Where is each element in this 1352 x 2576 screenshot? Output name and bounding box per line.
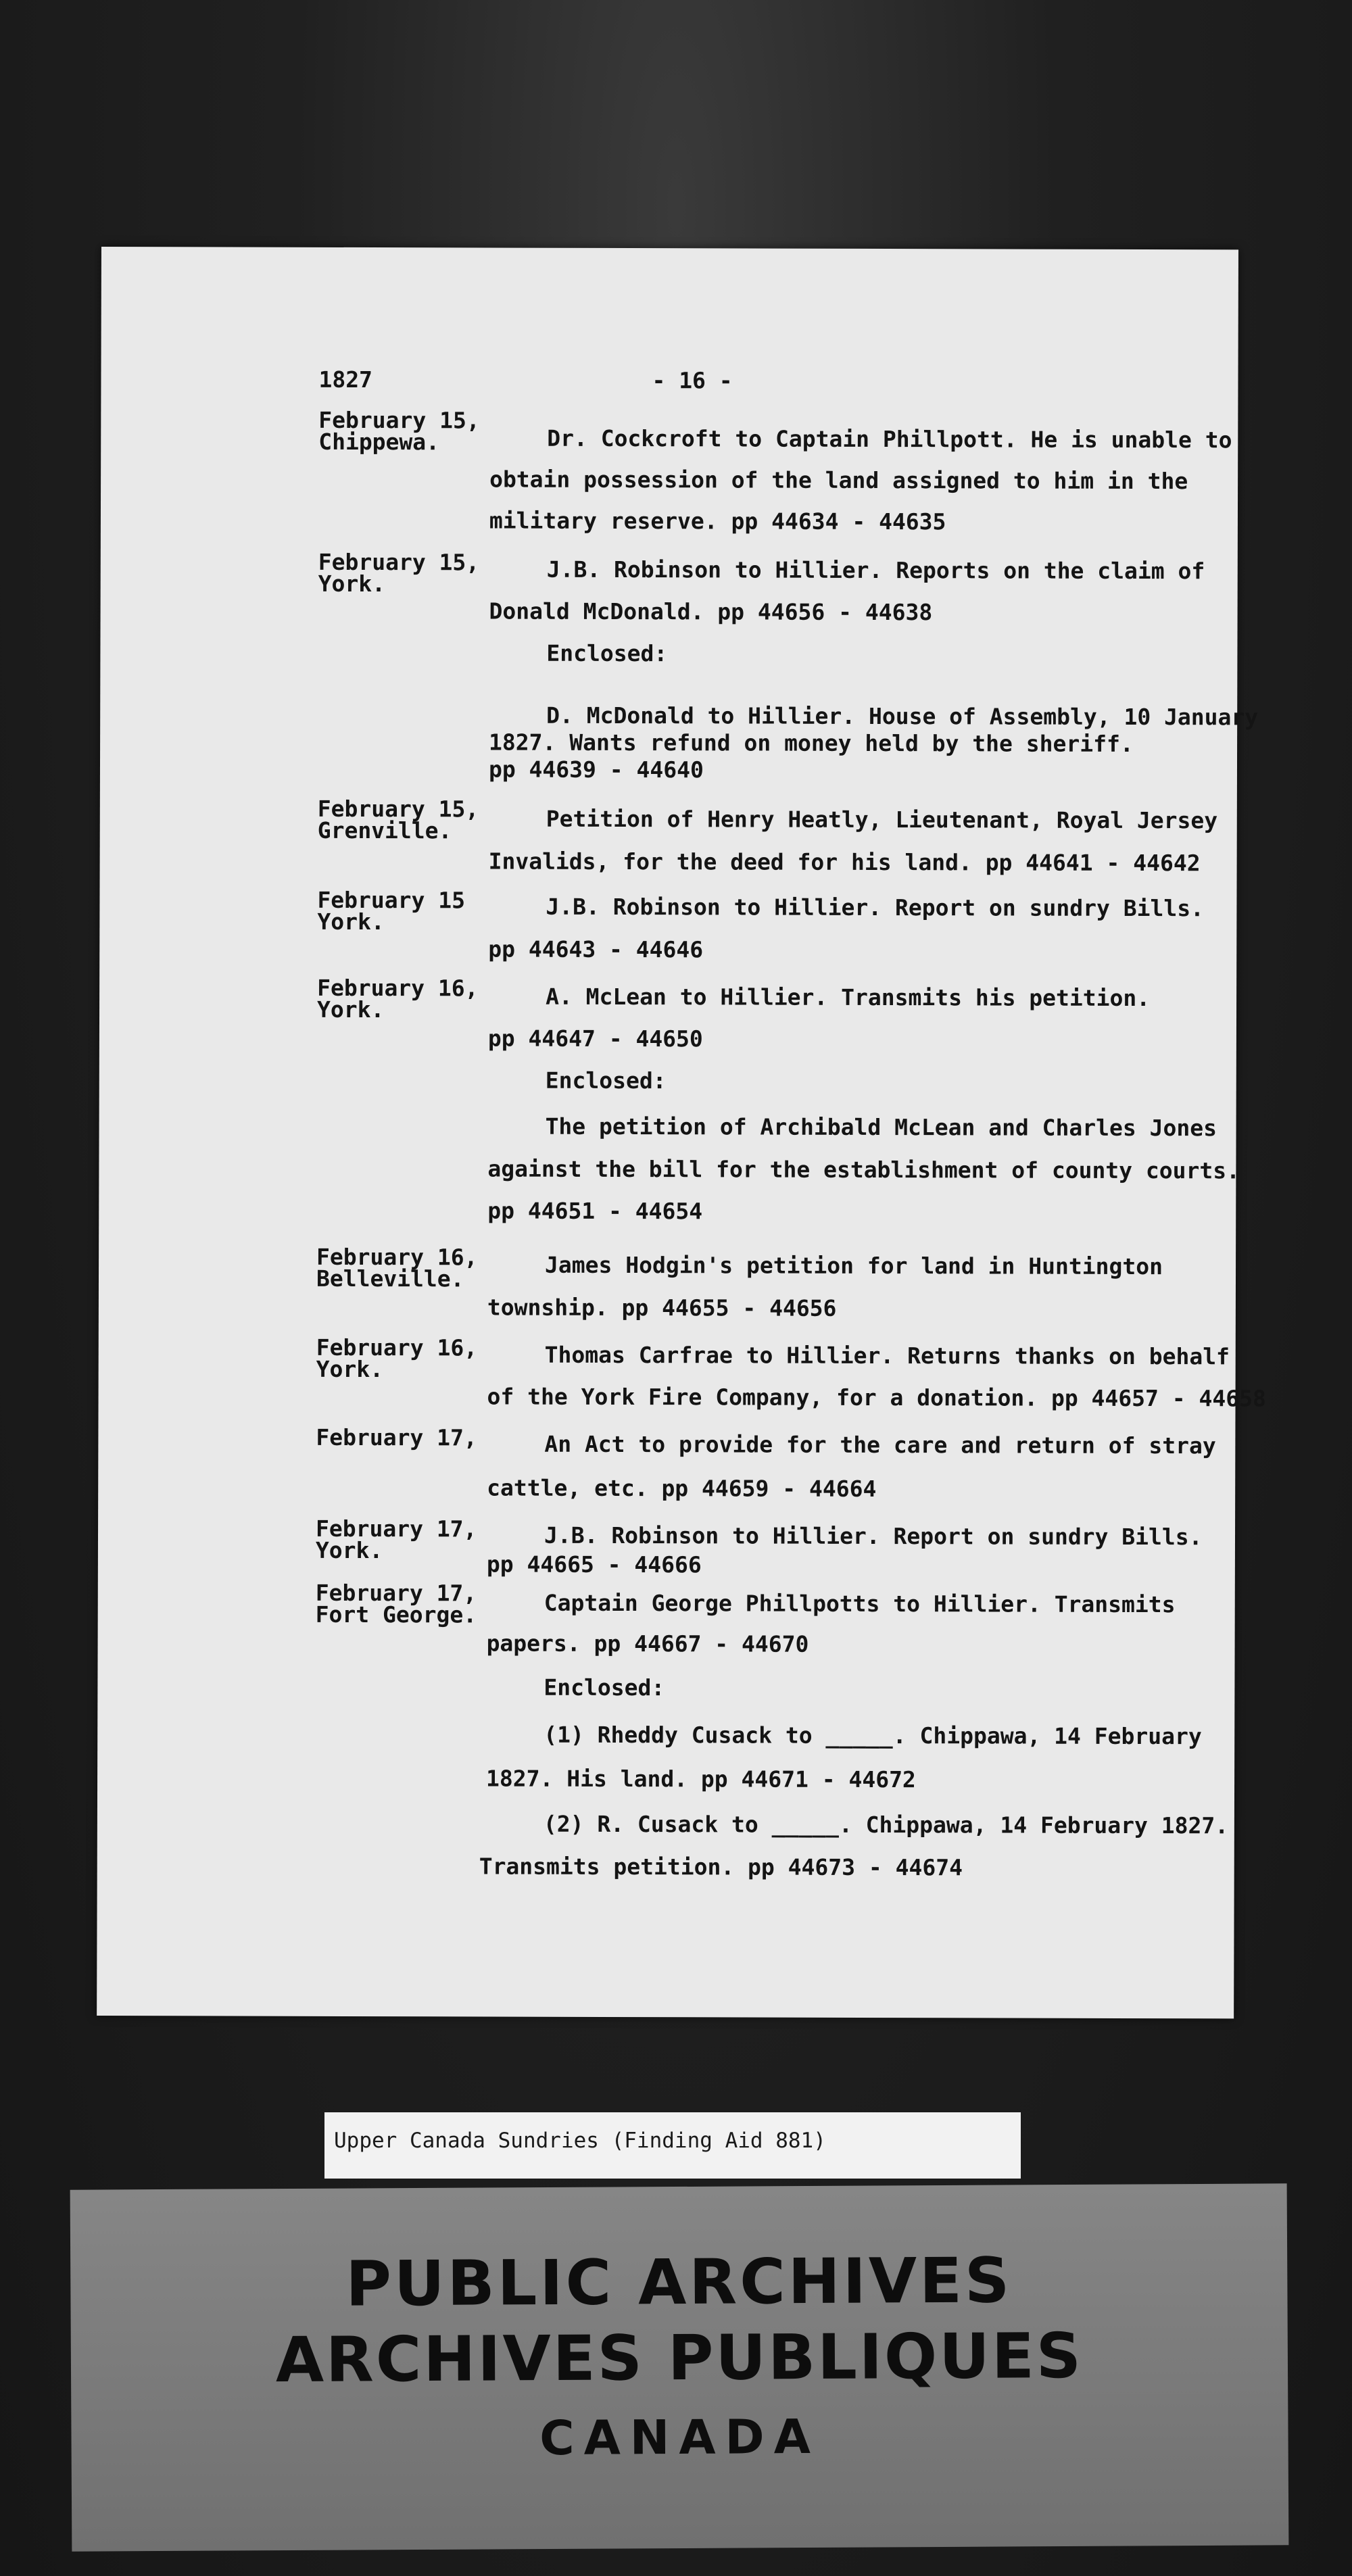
- enclosed-label: Enclosed:: [545, 1067, 667, 1094]
- enclosed-text: Transmits petition. pp 44673 - 44674: [479, 1853, 963, 1881]
- entry-text: pp 44665 - 44666: [486, 1551, 702, 1578]
- entry-text: Thomas Carfrae to Hillier. Returns thanks on behalf: [544, 1341, 1230, 1370]
- entry-text: James Hodgin's petition for land in Huntington: [545, 1251, 1163, 1280]
- entry-date: [317, 886, 466, 935]
- entry-text: pp 44647 - 44650: [487, 1025, 703, 1052]
- entry-date: [316, 974, 479, 1023]
- entry-text: J.B. Robinson to Hillier. Report on sundry Bills.: [546, 893, 1205, 922]
- entry-text: A. McLean to Hillier. Transmits his petition.: [546, 983, 1151, 1012]
- entry-text: An Act to provide for the care and return of stray: [544, 1430, 1216, 1459]
- place-line: Chippewa.: [318, 428, 440, 456]
- date-line: February 17,: [315, 1579, 477, 1607]
- place-line: Fort George.: [315, 1601, 477, 1628]
- enclosed-text: (2) R. Cusack to _____. Chippawa, 14 February 1827.: [543, 1810, 1229, 1839]
- entry-date: [316, 1334, 478, 1383]
- entry-text: Donald McDonald. pp 44656 - 44638: [489, 598, 933, 626]
- date-line: February 15: [317, 886, 466, 914]
- place-line: York.: [318, 570, 386, 598]
- place-line: York.: [315, 1536, 383, 1564]
- entry-text: Invalids, for the deed for his land. pp 44641 - 44642: [488, 848, 1201, 877]
- enclosed-text: against the bill for the establishment of county courts.: [487, 1155, 1240, 1184]
- entry-date: [317, 795, 479, 844]
- entry-date: [316, 1243, 478, 1292]
- year-header: 1827: [318, 366, 373, 393]
- stamp-line-2: ARCHIVES PUBLIQUES: [275, 2319, 1084, 2397]
- entry-date: [318, 406, 480, 456]
- enclosed-label: Enclosed:: [546, 639, 668, 667]
- place-line: Belleville.: [316, 1265, 464, 1292]
- date-line: February 15,: [318, 406, 480, 434]
- enclosed-text: 1827. Wants refund on money held by the sheriff.: [489, 729, 1134, 757]
- date-line: February 16,: [316, 1243, 478, 1271]
- entry-text: J.B. Robinson to Hillier. Report on sundry Bills.: [544, 1522, 1203, 1551]
- entry-text: Captain George Phillpotts to Hillier. Transmits: [544, 1589, 1176, 1618]
- place-line: Grenville.: [317, 817, 452, 844]
- entry-text: of the York Fire Company, for a donation. pp 44657 - 44658: [487, 1383, 1266, 1412]
- date-line: February 17,: [315, 1515, 477, 1542]
- enclosed-text: 1827. His land. pp 44671 - 44672: [486, 1765, 916, 1793]
- page-number: - 16 -: [652, 367, 733, 394]
- date-line: February 15,: [317, 795, 479, 823]
- enclosed-text: pp 44639 - 44640: [488, 756, 704, 783]
- entry-text: military reserve. pp 44634 - 44635: [489, 507, 946, 535]
- finding-aid-text: Upper Canada Sundries (Finding Aid 881): [334, 2129, 826, 2153]
- enclosed-text: D. McDonald to Hillier. House of Assembly, 10 January: [546, 702, 1259, 731]
- date-line: February 16,: [316, 1334, 478, 1361]
- enclosed-label: Enclosed:: [544, 1674, 665, 1701]
- enclosed-text: (1) Rheddy Cusack to _____. Chippawa, 14 February: [544, 1721, 1202, 1750]
- place-line: York.: [316, 996, 385, 1023]
- enclosed-text: pp 44651 - 44654: [487, 1197, 703, 1225]
- entry-text: Petition of Henry Heatly, Lieutenant, Royal Jersey: [546, 805, 1218, 834]
- document-page: [97, 247, 1266, 2018]
- entry-text: township. pp 44655 - 44656: [487, 1294, 837, 1321]
- entry-date: [315, 1515, 477, 1564]
- entry-date: [315, 1579, 477, 1628]
- entry-text: papers. pp 44667 - 44670: [486, 1630, 809, 1657]
- date-line: February 17,: [316, 1424, 477, 1451]
- entry-text: obtain possession of the land assigned to him in the: [489, 466, 1188, 495]
- entry-text: J.B. Robinson to Hillier. Reports on the claim of: [546, 556, 1205, 585]
- date-line: February 16,: [317, 974, 479, 1002]
- place-line: York.: [317, 908, 385, 935]
- entry-text: pp 44643 - 44646: [488, 935, 704, 963]
- archives-stamp: [70, 2183, 1289, 2551]
- place-line: York.: [316, 1355, 384, 1383]
- entry-text: Dr. Cockcroft to Captain Phillpott. He is unable to: [547, 424, 1232, 454]
- enclosed-text: The petition of Archibald McLean and Charles Jones: [545, 1113, 1217, 1142]
- stamp-line-3: CANADA: [539, 2408, 821, 2466]
- date-line: February 15,: [318, 548, 480, 576]
- entry-text: cattle, etc. pp 44659 - 44664: [487, 1474, 877, 1503]
- finding-aid-label: [324, 2112, 1021, 2179]
- entry-date: [316, 1424, 477, 1451]
- entry-date: [318, 548, 480, 598]
- stamp-line-1: PUBLIC ARCHIVES: [345, 2244, 1013, 2320]
